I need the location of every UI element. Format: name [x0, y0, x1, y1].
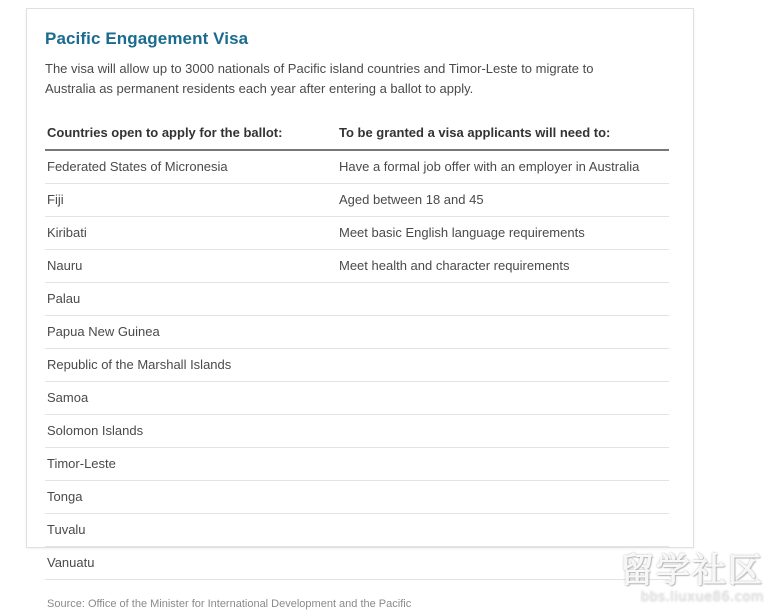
cell-requirement [337, 448, 669, 481]
cell-requirement [337, 349, 669, 382]
cell-country: Solomon Islands [45, 415, 337, 448]
cell-country: Tonga [45, 481, 337, 514]
table-row [45, 415, 669, 448]
cell-country: Vanuatu [45, 547, 337, 580]
cell-requirement: Meet basic English language requirements [337, 217, 669, 250]
cell-country: Tuvalu [45, 514, 337, 547]
table-row [45, 150, 669, 184]
table-row [45, 316, 669, 349]
column-header-countries: Countries open to apply for the ballot: [45, 119, 337, 150]
cell-requirement [337, 283, 669, 316]
table-row [45, 250, 669, 283]
card-inner [27, 9, 693, 610]
cell-country: Kiribati [45, 217, 337, 250]
cell-country: Timor-Leste [45, 448, 337, 481]
cell-country: Nauru [45, 250, 337, 283]
table-row [45, 514, 669, 547]
table-header-row [45, 119, 669, 150]
cell-requirement [337, 547, 669, 580]
cell-country: Republic of the Marshall Islands [45, 349, 337, 382]
cell-requirement [337, 382, 669, 415]
cell-requirement: Have a formal job offer with an employer in Australia [337, 150, 669, 184]
cell-country: Palau [45, 283, 337, 316]
table-row [45, 283, 669, 316]
watermark-url-text: bbs.liuxue86.com [640, 590, 764, 605]
table-row [45, 217, 669, 250]
table-row [45, 547, 669, 580]
source-note: Source: Office of the Minister for International Development and the Pacific [47, 598, 412, 610]
page-title: Pacific Engagement Visa [45, 29, 249, 48]
cell-country: Papua New Guinea [45, 316, 337, 349]
intro-paragraph: The visa will allow up to 3000 nationals of Pacific island countries and Timor-Leste to migrate to Australia as permanent residents each year after entering a ballot to apply. [45, 61, 594, 96]
cell-country: Fiji [45, 184, 337, 217]
cell-requirement: Meet health and character requirements [337, 250, 669, 283]
cell-country: Federated States of Micronesia [45, 150, 337, 184]
visa-table [45, 119, 669, 580]
table-row [45, 481, 669, 514]
cell-requirement: Aged between 18 and 45 [337, 184, 669, 217]
cell-country: Samoa [45, 382, 337, 415]
column-header-requirements: To be granted a visa applicants will need to: [337, 119, 669, 150]
table-row [45, 448, 669, 481]
table-row [45, 349, 669, 382]
table-row [45, 382, 669, 415]
table-head [45, 119, 669, 150]
cell-requirement [337, 514, 669, 547]
table-body [45, 150, 669, 580]
cell-requirement [337, 481, 669, 514]
cell-requirement [337, 415, 669, 448]
cell-requirement [337, 316, 669, 349]
watermark-main-text: 留学社区 [620, 551, 764, 591]
table-row [45, 184, 669, 217]
